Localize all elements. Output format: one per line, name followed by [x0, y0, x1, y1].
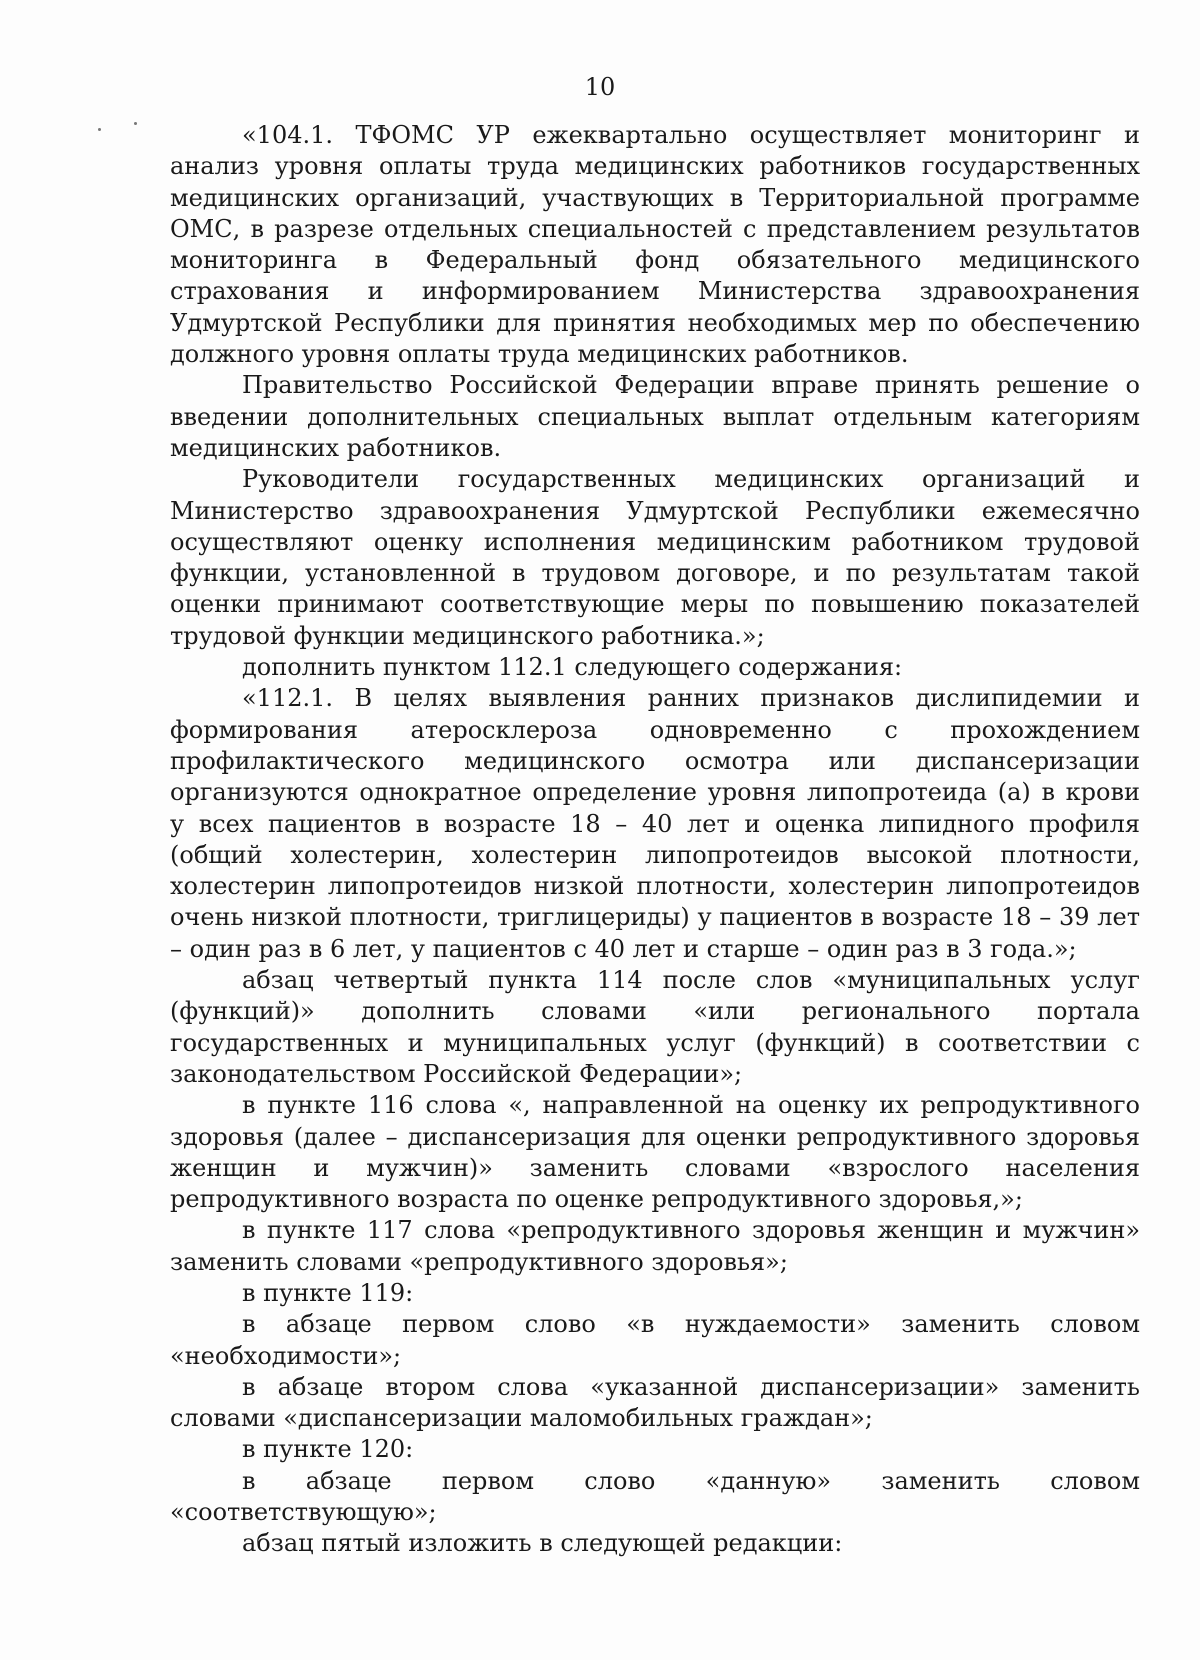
paragraph-government-decision: Правительство Российской Федерации вправе принять решение о введении дополнительных специальных выплат отдельным категориям медицинских работников. [170, 371, 1140, 462]
paragraph-add-112-1: дополнить пунктом 112.1 следующего содержания: [242, 653, 903, 682]
paragraph-117: в пункте 117 слова «репродуктивного здоровья женщин и мужчин» заменить словами «репродуктивного здоровья»; [170, 1216, 1140, 1276]
paragraph-119: в пункте 119: [242, 1278, 414, 1307]
document-body [170, 120, 1140, 1560]
scan-speck [98, 128, 101, 131]
scan-speck [134, 122, 137, 125]
paragraph-104-1: «104.1. ТФОМС УР ежеквартально осуществляет мониторинг и анализ уровня оплаты труда медицинских работников государственных медицинских организаций, участвующих в Территориальной программе ОМС, в разрезе отдельных специальностей с представлением результатов мониторинга в Федеральный фонд обязательного медицинского страхования и информированием Министерства здравоохранения Удмуртской Республики для принятия необходимых мер по обеспечению должного уровня оплаты труда медицинских работников. [170, 121, 1140, 369]
paragraph-112-1: «112.1. В целях выявления ранних признаков дислипидемии и формирования атеросклероза одновременно с прохождением профилактического медицинского осмотра или диспансеризации организуются однократное определение уровня липопротеида (а) в крови у всех пациентов в возрасте 18 – 40 лет и оценка липидного профиля (общий холестерин, холестерин липопротеидов высокой плотности, холестерин липопротеидов низкой плотности, холестерин липопротеидов очень низкой плотности, триглицериды) у пациентов в возрасте 18 – 39 лет – один раз в 6 лет, у пациентов с 40 лет и старше – один раз в 3 года.»; [170, 684, 1140, 963]
paragraph-120-fifth: абзац пятый изложить в следующей редакции: [242, 1529, 843, 1558]
paragraph-114: абзац четвертый пункта 114 после слов «муниципальных услуг (функций)» дополнить словами «или регионального портала государственных и муниципальных услуг (функций) в соответствии с законодательством Российской Федерации»; [170, 966, 1140, 1088]
page-number: 10 [584, 73, 616, 101]
paragraph-120: в пункте 120: [242, 1435, 414, 1464]
paragraph-116: в пункте 116 слова «, направленной на оценку их репродуктивного здоровья (далее – диспансеризация для оценки репродуктивного здоровья женщин и мужчин)» заменить словами «взрослого населения репродуктивного возраста по оценке репродуктивного здоровья,»; [170, 1091, 1140, 1214]
paragraph-managers-assessment: Руководители государственных медицинских организаций и Министерство здравоохранения Удмуртской Республики ежемесячно осуществляют оценку исполнения медицинским работником трудовой функции, установленной в трудовом договоре, и по результатам такой оценки принимают соответствующие меры по повышению показателей трудовой функции медицинского работника.»; [170, 465, 1140, 650]
paragraph-119-second: в абзаце втором слова «указанной диспансеризации» заменить словами «диспансеризации маломобильных граждан»; [170, 1372, 1140, 1433]
paragraph-119-first: в абзаце первом слово «в нуждаемости» заменить словом «необходимости»; [170, 1310, 1140, 1370]
paragraph-120-first: в абзаце первом слово «данную» заменить словом «соответствующую»; [170, 1466, 1140, 1527]
